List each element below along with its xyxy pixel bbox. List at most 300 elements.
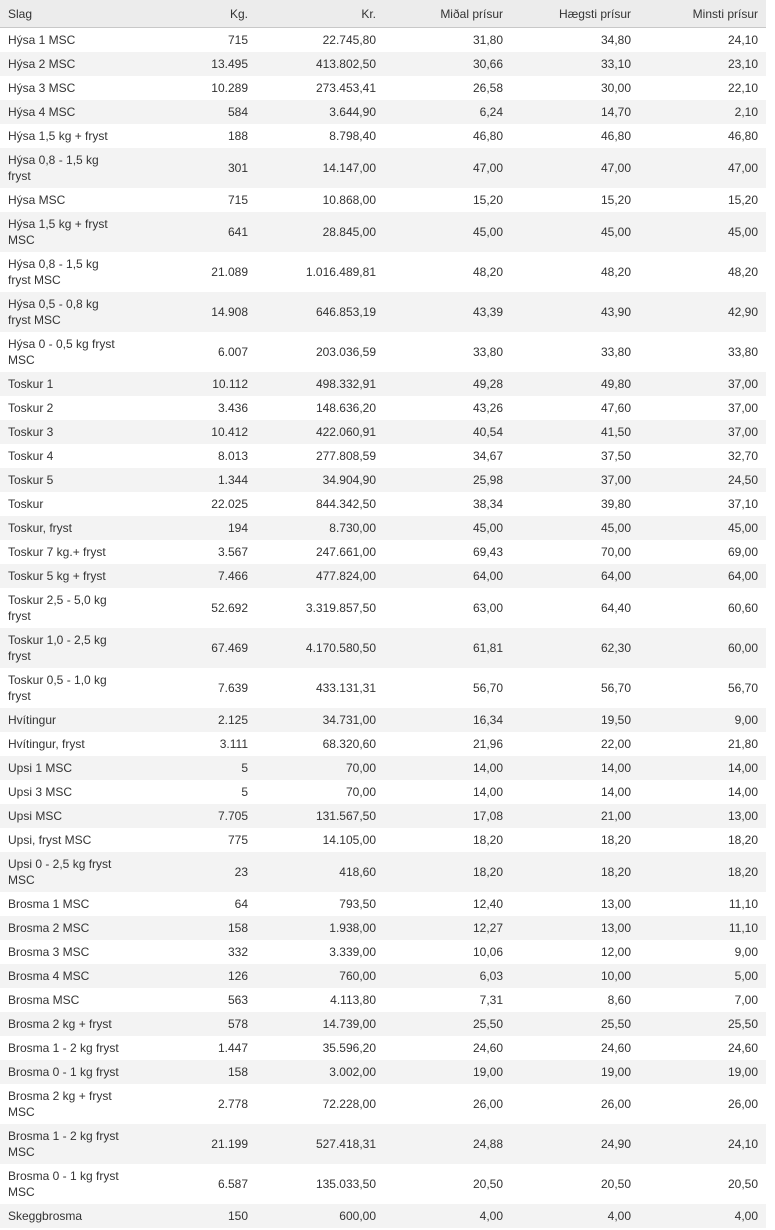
cell-kr: 3.644,90 xyxy=(256,100,384,124)
cell-lowest-price: 24,50 xyxy=(639,468,766,492)
table-row xyxy=(0,588,766,628)
cell-slag: Hvítingur xyxy=(0,708,128,732)
cell-average-price: 24,88 xyxy=(384,1124,511,1164)
cell-average-price: 12,40 xyxy=(472,897,503,911)
cell-highest-price: 37,50 xyxy=(600,449,631,463)
cell-slag: Upsi MSC xyxy=(0,804,128,828)
cell-slag: Hýsa MSC xyxy=(8,193,66,207)
cell-kg: 21.199 xyxy=(128,1124,256,1164)
cell-kg: 3.111 xyxy=(219,737,248,751)
cell-kg: 52.692 xyxy=(211,601,248,615)
cell-slag: Brosma 3 MSC xyxy=(8,945,90,959)
cell-highest-price: 49,80 xyxy=(511,372,639,396)
cell-kr: 4.113,80 xyxy=(330,993,376,1007)
cell-highest-price: 12,00 xyxy=(600,945,631,959)
cell-average-price: 6,24 xyxy=(384,100,511,124)
cell-average-price: 14,00 xyxy=(384,756,511,780)
table-row xyxy=(0,628,766,668)
cell-kr: 131.567,50 xyxy=(256,804,384,828)
cell-average-price: 48,20 xyxy=(472,265,503,279)
table-row xyxy=(0,292,766,332)
cell-slag: Hýsa 1,5 kg + fryst xyxy=(8,129,108,143)
cell-lowest-price: 24,10 xyxy=(639,1124,766,1164)
cell-highest-price: 45,00 xyxy=(511,212,639,252)
cell-highest-price: 13,00 xyxy=(511,916,639,940)
cell-kr: 477.824,00 xyxy=(256,564,384,588)
cell-lowest-price: 24,60 xyxy=(727,1041,758,1055)
cell-average-price: 61,81 xyxy=(384,628,511,668)
cell-lowest-price: 60,60 xyxy=(727,601,758,615)
cell-slag: Toskur 2,5 - 5,0 kg fryst xyxy=(8,593,107,623)
cell-lowest-price: 5,00 xyxy=(639,964,766,988)
cell-lowest-price: 46,80 xyxy=(727,129,758,143)
cell-average-price: 30,66 xyxy=(384,52,511,76)
cell-slag: Toskur 4 xyxy=(8,449,54,463)
cell-average-price: 18,20 xyxy=(472,833,503,847)
cell-kr: 422.060,91 xyxy=(256,420,384,444)
cell-slag: Toskur 2 xyxy=(8,401,54,415)
table-row xyxy=(0,468,766,492)
cell-slag: Hýsa 1,5 kg + fryst MSC xyxy=(0,212,128,252)
table-row xyxy=(0,540,766,564)
cell-lowest-price: 47,00 xyxy=(639,148,766,188)
cell-kg: 7.705 xyxy=(128,804,256,828)
cell-average-price: 15,20 xyxy=(472,193,503,207)
cell-kg: 7.466 xyxy=(128,564,256,588)
table-row xyxy=(0,52,766,76)
cell-highest-price: 33,10 xyxy=(511,52,639,76)
cell-lowest-price: 25,50 xyxy=(639,1012,766,1036)
cell-lowest-price: 22,10 xyxy=(727,81,758,95)
table-row xyxy=(0,188,766,212)
cell-slag: Brosma 0 - 1 kg fryst xyxy=(0,1060,128,1084)
cell-kg: 5 xyxy=(241,785,248,799)
cell-highest-price: 26,00 xyxy=(600,1097,631,1111)
cell-slag: Brosma 2 kg + fryst MSC xyxy=(8,1089,112,1119)
table-row xyxy=(0,756,766,780)
table-row xyxy=(0,828,766,852)
cell-lowest-price: 32,70 xyxy=(727,449,758,463)
table-row xyxy=(0,708,766,732)
cell-kr: 1.016.489,81 xyxy=(305,265,376,279)
table-row xyxy=(0,76,766,100)
table-row xyxy=(0,420,766,444)
cell-average-price: 26,00 xyxy=(472,1097,503,1111)
cell-average-price: 49,28 xyxy=(384,372,511,396)
cell-kr: 28.845,00 xyxy=(256,212,384,252)
cell-kg: 6.007 xyxy=(217,345,248,359)
cell-slag: Toskur xyxy=(8,497,44,511)
cell-highest-price: 62,30 xyxy=(511,628,639,668)
cell-kg: 194 xyxy=(128,516,256,540)
cell-kr: 135.033,50 xyxy=(315,1177,376,1191)
cell-slag: Toskur 0,5 - 1,0 kg fryst xyxy=(8,673,107,703)
table-row xyxy=(0,1084,766,1124)
cell-lowest-price: 45,00 xyxy=(639,212,766,252)
table-row xyxy=(0,212,766,252)
cell-kg: 1.344 xyxy=(128,468,256,492)
column-header-average-price[interactable]: Miðal prísur xyxy=(384,0,511,28)
cell-kr: 273.453,41 xyxy=(315,81,376,95)
cell-lowest-price: 48,20 xyxy=(727,265,758,279)
table-row xyxy=(0,780,766,804)
cell-average-price: 21,96 xyxy=(472,737,503,751)
column-header-slag[interactable]: Slag xyxy=(0,0,128,28)
cell-lowest-price: 2,10 xyxy=(639,100,766,124)
cell-slag: Hýsa 3 MSC xyxy=(8,81,76,95)
cell-highest-price: 19,00 xyxy=(511,1060,639,1084)
cell-average-price: 25,50 xyxy=(384,1012,511,1036)
cell-kr: 70,00 xyxy=(256,756,384,780)
cell-kr: 3.339,00 xyxy=(329,945,376,959)
table-row xyxy=(0,732,766,756)
cell-lowest-price: 13,00 xyxy=(639,804,766,828)
cell-kg: 715 xyxy=(227,33,248,47)
cell-kg: 3.436 xyxy=(217,401,248,415)
cell-highest-price: 46,80 xyxy=(600,129,631,143)
cell-kr: 148.636,20 xyxy=(315,401,376,415)
cell-lowest-price: 11,10 xyxy=(639,916,766,940)
cell-highest-price: 34,80 xyxy=(600,33,631,47)
cell-lowest-price: 37,00 xyxy=(639,420,766,444)
cell-kg: 67.469 xyxy=(128,628,256,668)
cell-kg: 775 xyxy=(227,833,248,847)
cell-kr: 418,60 xyxy=(256,852,384,892)
cell-kr: 498.332,91 xyxy=(256,372,384,396)
table-row xyxy=(0,372,766,396)
cell-kg: 1.447 xyxy=(217,1041,248,1055)
cell-kr: 14.739,00 xyxy=(256,1012,384,1036)
cell-slag: Hýsa 0,8 - 1,5 kg fryst MSC xyxy=(8,257,99,287)
table-row xyxy=(0,892,766,916)
cell-kr: 14.147,00 xyxy=(256,148,384,188)
cell-kg: 2.778 xyxy=(217,1097,248,1111)
cell-slag: Brosma 1 MSC xyxy=(8,897,90,911)
cell-slag: Hýsa 0,8 - 1,5 kg fryst xyxy=(0,148,128,188)
cell-highest-price: 19,50 xyxy=(511,708,639,732)
table-row xyxy=(0,668,766,708)
cell-slag: Hýsa 2 MSC xyxy=(0,52,128,76)
cell-kr: 844.342,50 xyxy=(315,497,376,511)
cell-average-price: 45,00 xyxy=(384,212,511,252)
cell-average-price: 46,80 xyxy=(472,129,503,143)
cell-highest-price: 56,70 xyxy=(600,681,631,695)
cell-average-price: 34,67 xyxy=(472,449,503,463)
cell-highest-price: 45,00 xyxy=(511,516,639,540)
cell-average-price: 14,00 xyxy=(472,785,503,799)
cell-lowest-price: 24,10 xyxy=(727,33,758,47)
cell-lowest-price: 14,00 xyxy=(727,785,758,799)
cell-kr: 14.105,00 xyxy=(322,833,376,847)
cell-average-price: 24,60 xyxy=(472,1041,503,1055)
cell-highest-price: 39,80 xyxy=(600,497,631,511)
cell-kg: 150 xyxy=(128,1204,256,1228)
cell-kg: 13.495 xyxy=(128,52,256,76)
cell-kr: 34.731,00 xyxy=(256,708,384,732)
table-row xyxy=(0,1164,766,1204)
table-row xyxy=(0,1204,766,1228)
cell-highest-price: 30,00 xyxy=(600,81,631,95)
table-row xyxy=(0,492,766,516)
cell-average-price: 31,80 xyxy=(472,33,503,47)
cell-highest-price: 48,20 xyxy=(600,265,631,279)
cell-highest-price: 43,90 xyxy=(511,292,639,332)
cell-average-price: 63,00 xyxy=(472,601,503,615)
cell-average-price: 56,70 xyxy=(472,681,503,695)
cell-kr: 22.745,80 xyxy=(322,33,376,47)
cell-kr: 3.002,00 xyxy=(256,1060,384,1084)
cell-slag: Brosma 1 - 2 kg fryst MSC xyxy=(0,1124,128,1164)
table-row xyxy=(0,1012,766,1036)
cell-lowest-price: 21,80 xyxy=(727,737,758,751)
cell-lowest-price: 56,70 xyxy=(727,681,758,695)
cell-lowest-price: 64,00 xyxy=(639,564,766,588)
cell-highest-price: 70,00 xyxy=(600,545,631,559)
cell-average-price: 47,00 xyxy=(384,148,511,188)
cell-highest-price: 41,50 xyxy=(511,420,639,444)
cell-slag: Hvítingur, fryst xyxy=(8,737,85,751)
cell-kg: 3.567 xyxy=(217,545,248,559)
cell-average-price: 17,08 xyxy=(384,804,511,828)
cell-kg: 2.125 xyxy=(128,708,256,732)
cell-highest-price: 10,00 xyxy=(511,964,639,988)
cell-average-price: 43,26 xyxy=(472,401,503,415)
cell-average-price: 69,43 xyxy=(472,545,503,559)
table-row xyxy=(0,516,766,540)
cell-kr: 1.938,00 xyxy=(256,916,384,940)
cell-average-price: 45,00 xyxy=(384,516,511,540)
table-row xyxy=(0,124,766,148)
table-row xyxy=(0,940,766,964)
cell-highest-price: 64,40 xyxy=(600,601,631,615)
column-header-kr[interactable]: Kr. xyxy=(256,0,384,28)
cell-slag: Brosma MSC xyxy=(8,993,80,1007)
cell-kg: 8.013 xyxy=(217,449,248,463)
cell-lowest-price: 18,20 xyxy=(727,833,758,847)
cell-slag: Toskur 5 xyxy=(0,468,128,492)
cell-lowest-price: 37,00 xyxy=(639,372,766,396)
cell-lowest-price: 9,00 xyxy=(639,708,766,732)
cell-kr: 10.868,00 xyxy=(322,193,376,207)
cell-average-price: 64,00 xyxy=(384,564,511,588)
cell-kr: 35.596,20 xyxy=(322,1041,376,1055)
cell-highest-price: 22,00 xyxy=(600,737,631,751)
cell-kr: 68.320,60 xyxy=(322,737,376,751)
cell-slag: Toskur, fryst xyxy=(0,516,128,540)
cell-highest-price: 64,00 xyxy=(511,564,639,588)
table-row xyxy=(0,100,766,124)
cell-kg: 10.289 xyxy=(211,81,248,95)
column-header-kg[interactable]: Kg. xyxy=(128,0,256,28)
cell-slag: Toskur 3 xyxy=(0,420,128,444)
cell-slag: Toskur 5 kg + fryst xyxy=(0,564,128,588)
cell-kg: 641 xyxy=(128,212,256,252)
cell-kr: 646.853,19 xyxy=(256,292,384,332)
cell-kg: 715 xyxy=(227,193,248,207)
cell-slag: Hýsa 0 - 0,5 kg fryst MSC xyxy=(8,337,115,367)
cell-kg: 578 xyxy=(128,1012,256,1036)
cell-lowest-price: 23,10 xyxy=(639,52,766,76)
cell-kr: 34.904,90 xyxy=(256,468,384,492)
cell-kr: 72.228,00 xyxy=(322,1097,376,1111)
cell-highest-price: 25,50 xyxy=(511,1012,639,1036)
column-header-highest-price[interactable]: Hægsti prísur xyxy=(511,0,639,28)
table-row xyxy=(0,804,766,828)
table-body xyxy=(0,28,766,1229)
table-row xyxy=(0,28,766,53)
table-row xyxy=(0,396,766,420)
cell-kg: 21.089 xyxy=(211,265,248,279)
cell-highest-price: 24,60 xyxy=(600,1041,631,1055)
cell-kr: 793,50 xyxy=(339,897,376,911)
cell-slag: Brosma 2 kg + fryst xyxy=(0,1012,128,1036)
cell-average-price: 6,03 xyxy=(384,964,511,988)
table-row xyxy=(0,852,766,892)
cell-average-price: 10,06 xyxy=(472,945,503,959)
cell-lowest-price: 37,00 xyxy=(727,401,758,415)
cell-slag: Brosma 2 MSC xyxy=(0,916,128,940)
cell-average-price: 33,80 xyxy=(472,345,503,359)
cell-average-price: 26,58 xyxy=(472,81,503,95)
cell-lowest-price: 26,00 xyxy=(727,1097,758,1111)
cell-kr: 8.798,40 xyxy=(329,129,376,143)
cell-kg: 10.112 xyxy=(128,372,256,396)
table-row xyxy=(0,964,766,988)
cell-average-price: 7,31 xyxy=(479,993,503,1007)
cell-lowest-price: 15,20 xyxy=(727,193,758,207)
cell-average-price: 20,50 xyxy=(472,1177,503,1191)
table-row xyxy=(0,916,766,940)
table-row xyxy=(0,1060,766,1084)
cell-highest-price: 14,00 xyxy=(511,756,639,780)
cell-kg: 22.025 xyxy=(211,497,248,511)
header-row xyxy=(0,0,766,28)
cell-highest-price: 47,60 xyxy=(600,401,631,415)
cell-slag: Toskur 1,0 - 2,5 kg fryst xyxy=(0,628,128,668)
cell-lowest-price: 11,10 xyxy=(728,897,758,911)
cell-lowest-price: 20,50 xyxy=(727,1177,758,1191)
cell-highest-price: 47,00 xyxy=(511,148,639,188)
cell-average-price: 4,00 xyxy=(384,1204,511,1228)
cell-kr: 247.661,00 xyxy=(315,545,376,559)
cell-lowest-price: 45,00 xyxy=(639,516,766,540)
cell-slag: Hýsa 1 MSC xyxy=(8,33,76,47)
cell-slag: Brosma 4 MSC xyxy=(0,964,128,988)
cell-slag: Upsi, fryst MSC xyxy=(8,833,92,847)
cell-average-price: 12,27 xyxy=(384,916,511,940)
cell-slag: Brosma 1 - 2 kg fryst xyxy=(8,1041,119,1055)
table-row xyxy=(0,1124,766,1164)
cell-slag: Upsi 3 MSC xyxy=(8,785,73,799)
cell-slag: Skeggbrosma xyxy=(0,1204,128,1228)
cell-kg: 6.587 xyxy=(217,1177,248,1191)
table-row xyxy=(0,148,766,188)
cell-kg: 7.639 xyxy=(217,681,248,695)
cell-slag: Upsi 0 - 2,5 kg fryst MSC xyxy=(0,852,128,892)
cell-average-price: 19,00 xyxy=(384,1060,511,1084)
cell-kg: 23 xyxy=(128,852,256,892)
cell-kr: 527.418,31 xyxy=(256,1124,384,1164)
cell-highest-price: 8,60 xyxy=(607,993,631,1007)
cell-kr: 4.170.580,50 xyxy=(256,628,384,668)
cell-kg: 126 xyxy=(128,964,256,988)
cell-lowest-price: 14,00 xyxy=(639,756,766,780)
table-row xyxy=(0,252,766,292)
cell-average-price: 25,98 xyxy=(384,468,511,492)
table-row xyxy=(0,988,766,1012)
cell-kg: 584 xyxy=(128,100,256,124)
cell-kg: 64 xyxy=(234,897,248,911)
cell-average-price: 43,39 xyxy=(384,292,511,332)
table-row xyxy=(0,564,766,588)
cell-kr: 70,00 xyxy=(345,785,376,799)
cell-average-price: 18,20 xyxy=(384,852,511,892)
cell-slag: Upsi 1 MSC xyxy=(0,756,128,780)
cell-highest-price: 4,00 xyxy=(511,1204,639,1228)
cell-slag: Toskur 1 xyxy=(0,372,128,396)
cell-highest-price: 18,20 xyxy=(600,833,631,847)
cell-slag: Hýsa 0,5 - 0,8 kg fryst MSC xyxy=(0,292,128,332)
cell-lowest-price: 9,00 xyxy=(734,945,758,959)
cell-kg: 5 xyxy=(128,756,256,780)
cell-lowest-price: 69,00 xyxy=(727,545,758,559)
cell-highest-price: 21,00 xyxy=(511,804,639,828)
cell-lowest-price: 60,00 xyxy=(639,628,766,668)
cell-highest-price: 14,00 xyxy=(600,785,631,799)
cell-lowest-price: 37,10 xyxy=(727,497,758,511)
cell-average-price: 16,34 xyxy=(384,708,511,732)
cell-slag: Hýsa 4 MSC xyxy=(0,100,128,124)
cell-kr: 277.808,59 xyxy=(315,449,376,463)
cell-slag: Toskur 7 kg.+ fryst xyxy=(8,545,106,559)
cell-average-price: 40,54 xyxy=(384,420,511,444)
cell-highest-price: 13,00 xyxy=(600,897,631,911)
cell-lowest-price: 7,00 xyxy=(734,993,758,1007)
cell-kr: 413.802,50 xyxy=(256,52,384,76)
table-row xyxy=(0,332,766,372)
cell-highest-price: 24,90 xyxy=(511,1124,639,1164)
cell-lowest-price: 42,90 xyxy=(639,292,766,332)
cell-kg: 332 xyxy=(227,945,248,959)
cell-average-price: 38,34 xyxy=(472,497,503,511)
cell-highest-price: 18,20 xyxy=(511,852,639,892)
cell-lowest-price: 4,00 xyxy=(639,1204,766,1228)
cell-kr: 760,00 xyxy=(256,964,384,988)
cell-lowest-price: 18,20 xyxy=(639,852,766,892)
cell-kr: 433.131,31 xyxy=(315,681,376,695)
cell-kg: 158 xyxy=(128,916,256,940)
cell-kr: 3.319.857,50 xyxy=(305,601,376,615)
table-row xyxy=(0,1036,766,1060)
cell-kg: 563 xyxy=(227,993,248,1007)
cell-highest-price: 14,70 xyxy=(511,100,639,124)
cell-lowest-price: 19,00 xyxy=(639,1060,766,1084)
cell-kg: 10.412 xyxy=(128,420,256,444)
table-header xyxy=(0,0,766,28)
cell-kr: 203.036,59 xyxy=(315,345,376,359)
cell-kg: 188 xyxy=(227,129,248,143)
cell-kg: 158 xyxy=(128,1060,256,1084)
cell-highest-price: 37,00 xyxy=(511,468,639,492)
cell-kr: 8.730,00 xyxy=(256,516,384,540)
cell-kr: 600,00 xyxy=(256,1204,384,1228)
column-header-lowest-price[interactable]: Minsti prísur xyxy=(639,0,766,28)
cell-kg: 14.908 xyxy=(128,292,256,332)
cell-kg: 301 xyxy=(128,148,256,188)
cell-lowest-price: 33,80 xyxy=(727,345,758,359)
cell-highest-price: 20,50 xyxy=(600,1177,631,1191)
table-row xyxy=(0,444,766,468)
